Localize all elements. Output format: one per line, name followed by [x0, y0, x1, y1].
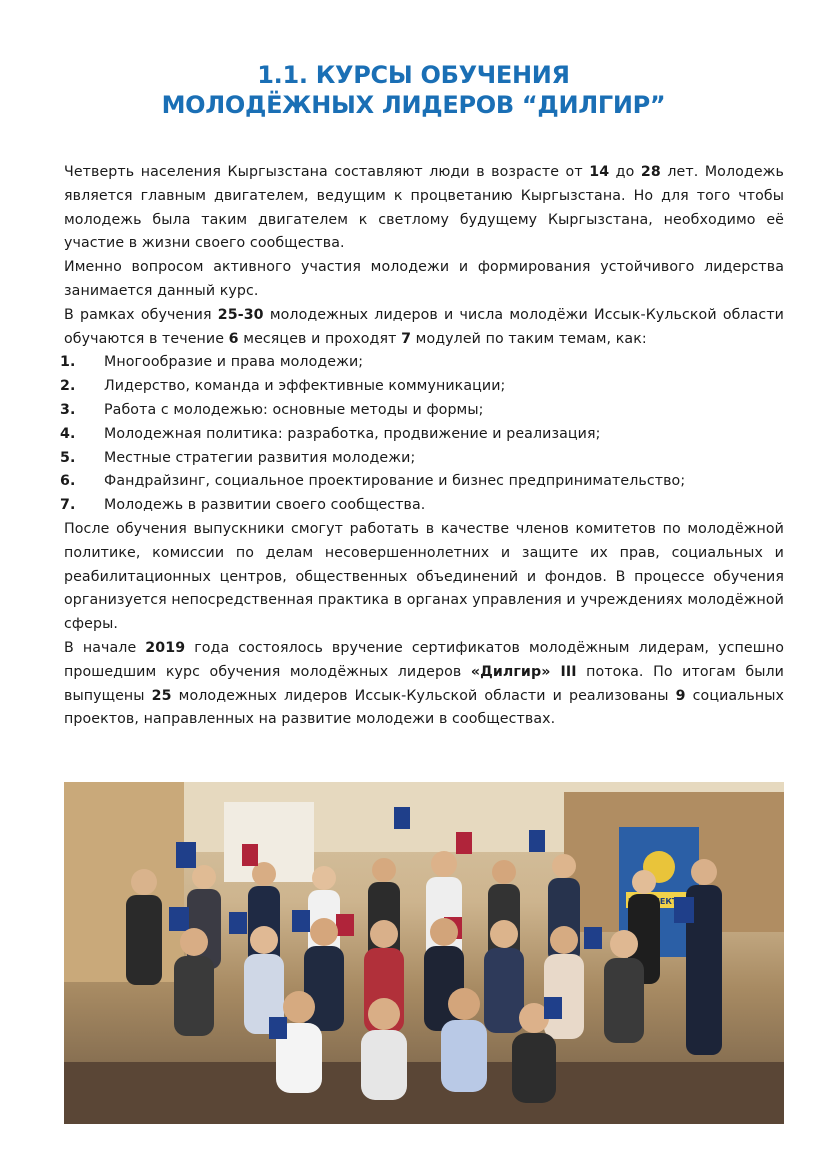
- list-text: Молодежная политика: разработка, продвижение и реализация;: [104, 425, 601, 442]
- text-run: В рамках обучения: [64, 306, 218, 323]
- list-text: Молодежь в развитии своего сообщества.: [104, 497, 426, 514]
- projects-count: 9: [675, 687, 686, 704]
- paragraph-course-scope: [64, 304, 784, 352]
- list-number: 4.: [60, 425, 76, 442]
- floor: [64, 1062, 784, 1124]
- list-item: [60, 447, 784, 471]
- list-item: [60, 494, 784, 518]
- age-min: 14: [589, 164, 610, 180]
- modules-count: 7: [401, 330, 412, 347]
- group-photo: [64, 782, 784, 1124]
- group-photo-illustration: [64, 782, 784, 1124]
- list-text: Лидерство, команда и эффективные коммуникации;: [104, 378, 506, 395]
- text-run: потока. По итогам были выпущены: [64, 663, 784, 704]
- body-text: [60, 161, 785, 732]
- left-wall: [64, 782, 184, 982]
- text-run: социальных проектов, направленных на развитие молодежи в сообществах.: [64, 687, 784, 728]
- text-run: года состоялось вручение сертификатов молодёжным лидерам, успешно прошедшим курс обучения молодёжных лидеров: [64, 639, 784, 680]
- paragraph-intro: [64, 161, 784, 256]
- list-number: 5.: [60, 449, 76, 466]
- list-text: Работа с молодежью: основные методы и формы;: [104, 401, 484, 418]
- middle-row: [174, 918, 644, 1043]
- age-max: 28: [640, 164, 661, 180]
- list-text: Многообразие и права молодежи;: [104, 354, 364, 371]
- list-number: 2.: [60, 378, 76, 395]
- list-number: 7.: [60, 497, 76, 514]
- months-count: 6: [228, 330, 239, 347]
- text-run: лет. Молодежь является главным двигателем, ведущим к процветанию Кыргызстана. Но для того чтобы молодежь была таким двигателем к светлому будущему Кыргызстана, необходимо её участие в жизни своего сообщества.: [64, 164, 784, 252]
- paragraph-results: [64, 637, 784, 732]
- list-item: [60, 375, 784, 399]
- list-item: [60, 351, 784, 375]
- text-run: Четверть населения Кыргызстана составляют люди в возрасте от: [64, 164, 590, 180]
- text-run: молодежных лидеров Иссык-Кульской области и реализованы: [171, 687, 676, 704]
- list-number: 3.: [60, 401, 76, 418]
- paragraph-course-focus: Именно вопросом активного участия молодежи и формирования устойчивого лидерства занимается данный курс.: [64, 259, 784, 299]
- list-text: Местные стратегии развития молодежи;: [104, 449, 416, 466]
- text-run: до: [609, 164, 641, 180]
- text-run: молодежных лидеров и числа молодёжи Иссык-Кульской области обучаются в течение: [64, 306, 785, 347]
- modules-list: [60, 351, 784, 518]
- year: 2019: [145, 639, 186, 656]
- leaders-count: 25-30: [217, 306, 264, 323]
- list-number: 1.: [60, 354, 76, 371]
- list-item: [60, 399, 784, 423]
- page-title: [0, 60, 827, 120]
- text-run: В начале: [64, 639, 146, 656]
- title-line-2: МОЛОДЁЖНЫХ ЛИДЕРОВ “ДИЛГИР”: [161, 91, 666, 119]
- text-run: месяцев и проходят: [238, 330, 402, 347]
- list-text: Фандрайзинг, социальное проектирование и бизнес предпринимательство;: [104, 473, 686, 490]
- text-run: модулей по таким темам, как:: [411, 330, 647, 347]
- paragraph-graduates: После обучения выпускники смогут работать в качестве членов комитетов по молодёжной политике, комиссии по делам несовершеннолетних и защите их прав, социальных и реабилитационных центров, общественных объединений и фондов. В процессе обучения организуется непосредственная практика в органах управления и учреждениях молодёжной сферы.: [64, 520, 784, 633]
- title-line-1: 1.1. КУРСЫ ОБУЧЕНИЯ: [257, 61, 570, 89]
- list-item: [60, 470, 784, 494]
- list-item: [60, 423, 784, 447]
- list-number: 6.: [60, 473, 76, 490]
- graduates-count: 25: [151, 687, 172, 704]
- course-name: «Дилгир» III: [470, 663, 577, 680]
